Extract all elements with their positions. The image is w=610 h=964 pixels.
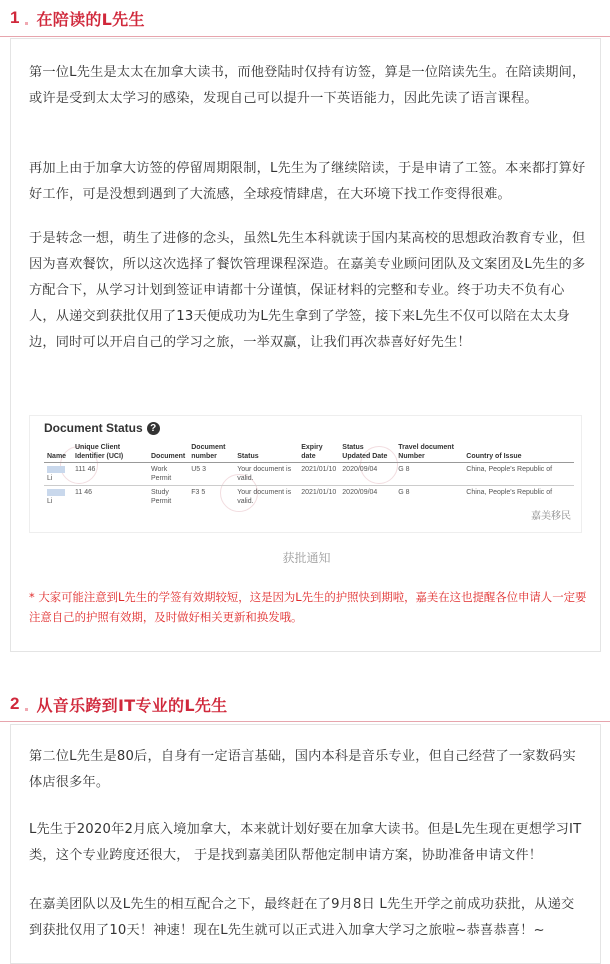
section-2-header [0, 686, 610, 722]
column-header: Travel document Number [395, 442, 463, 463]
redaction-bar [47, 489, 65, 496]
paragraph: 于是转念一想，萌生了进修的念头，虽然L先生本科就读于国内某高校的思想政治教育专业，但因为喜欢餐饮，所以这次选择了餐饮管理课程深造。在嘉美专业顾问团队及文案团及L先生的多方配合下，从学习计划到签证申请都十分谨慎，保证材料的完整和专业。终于功夫不负有心人，从递交到获批仅用了13天便成功为L先生拿到了学签，接下来L先生不仅可以陪在太太身边，同时可以开启自己的学习之旅，一举双赢，让我们再次恭喜好好先生！ [29, 231, 586, 350]
cell-document: Work Permit [151, 466, 172, 482]
paragraph: 在嘉美团队以及L先生的相互配合之下，最终赶在了9月8日 L先生开学之前成功获批，从递交到获批仅用了10天！神速！现在L先生就可以正式进入加拿大学习之旅啦~恭喜恭喜！~ [29, 897, 575, 938]
section-number: 1 [10, 8, 20, 27]
section-2-card [10, 724, 601, 964]
document-status-heading: Document Status [44, 421, 143, 435]
cell-travel: G 8 [398, 466, 410, 473]
section-title: 在陪读的L先生 [36, 9, 145, 29]
cell-travel: G 8 [395, 486, 463, 509]
cell-status: Your document is valid. [237, 466, 292, 482]
cell-name [44, 486, 72, 509]
section-divider [0, 721, 610, 722]
column-header: Expiry date [298, 442, 339, 463]
document-status-title [44, 421, 160, 435]
redaction-bar [47, 466, 65, 473]
cell-number: F3 5 [188, 486, 234, 509]
paragraph: 第二位L先生是80后，自身有一定语言基础，国内本科是音乐专业，但自己经营了一家数码实体店很多年。 [29, 749, 576, 790]
cell-expiry: 2021/01/10 [301, 466, 337, 473]
paragraph: 第一位L先生是太太在加拿大读书，而他登陆时仅持有访签，算是一位陪读先生。在陪读期间，或许是受到太太学习的感染，发现自己可以提升一下英语能力，因此先读了语言课程。 [29, 65, 586, 106]
table-row [44, 486, 574, 509]
document-status-table [44, 442, 574, 508]
name-text: Li [47, 498, 53, 505]
paragraph: 再加上由于加拿大访签的停留周期限制，L先生为了继续陪读，于是申请了工签。本来都打算好好工作，可是没想到遇到了大流感，全球疫情肆虐，在大环境下找工作变得很难。 [29, 161, 586, 202]
paragraph: L先生于2020年2月底入境加拿大，本来就计划好要在加拿大读书。但是L先生现在更想学习IT类，这个专业跨度还很大， 于是找到嘉美团队帮他定制申请方案，协助准备申请文件！ [29, 822, 582, 863]
column-header: Status [234, 442, 298, 463]
cell-country: China, People's Republic of [463, 486, 574, 509]
cell-name [44, 463, 72, 486]
column-header: Document number [188, 442, 234, 463]
cell-document: Study Permit [148, 486, 188, 509]
section-1-header [0, 0, 610, 36]
column-header: Status Updated Date [339, 442, 395, 463]
section-divider [0, 36, 610, 37]
cell-updated: 2020/09/04 [342, 466, 378, 473]
document-status-image [29, 415, 582, 533]
column-header: Name [44, 442, 72, 463]
cell-status: Your document is valid. [234, 486, 298, 509]
cell-updated: 2020/09/04 [339, 486, 395, 509]
column-header: Document [148, 442, 188, 463]
section-dot-icon [25, 708, 28, 711]
cell-uci: 11 46 [72, 486, 148, 509]
cell-expiry: 2021/01/10 [298, 486, 339, 509]
help-icon: ? [147, 422, 160, 435]
section-dot-icon [25, 22, 28, 25]
cell-number: U5 3 [191, 466, 207, 473]
section-1-card [10, 38, 601, 652]
watermark: 嘉美移民 [531, 511, 571, 522]
note-text: * 大家可能注意到L先生的学签有效期较短，这是因为L先生的护照快到期啦，嘉美在这也提醒各位申请人一定要注意自己的护照有效期，及时做好相关更新和换发哦。 [29, 590, 587, 624]
image-caption: 获批通知 [282, 551, 331, 565]
column-header: Country of Issue [463, 442, 574, 463]
column-header: Unique Client Identifier (UCI) [72, 442, 148, 463]
cell-uci: 111 46 [75, 466, 96, 473]
name-text: Li [47, 475, 53, 482]
cell-country: China, People's Republic of [466, 466, 553, 473]
table-row [44, 463, 574, 486]
section-number: 2 [10, 694, 20, 713]
section-title: 从音乐跨到IT专业的L先生 [36, 695, 228, 715]
